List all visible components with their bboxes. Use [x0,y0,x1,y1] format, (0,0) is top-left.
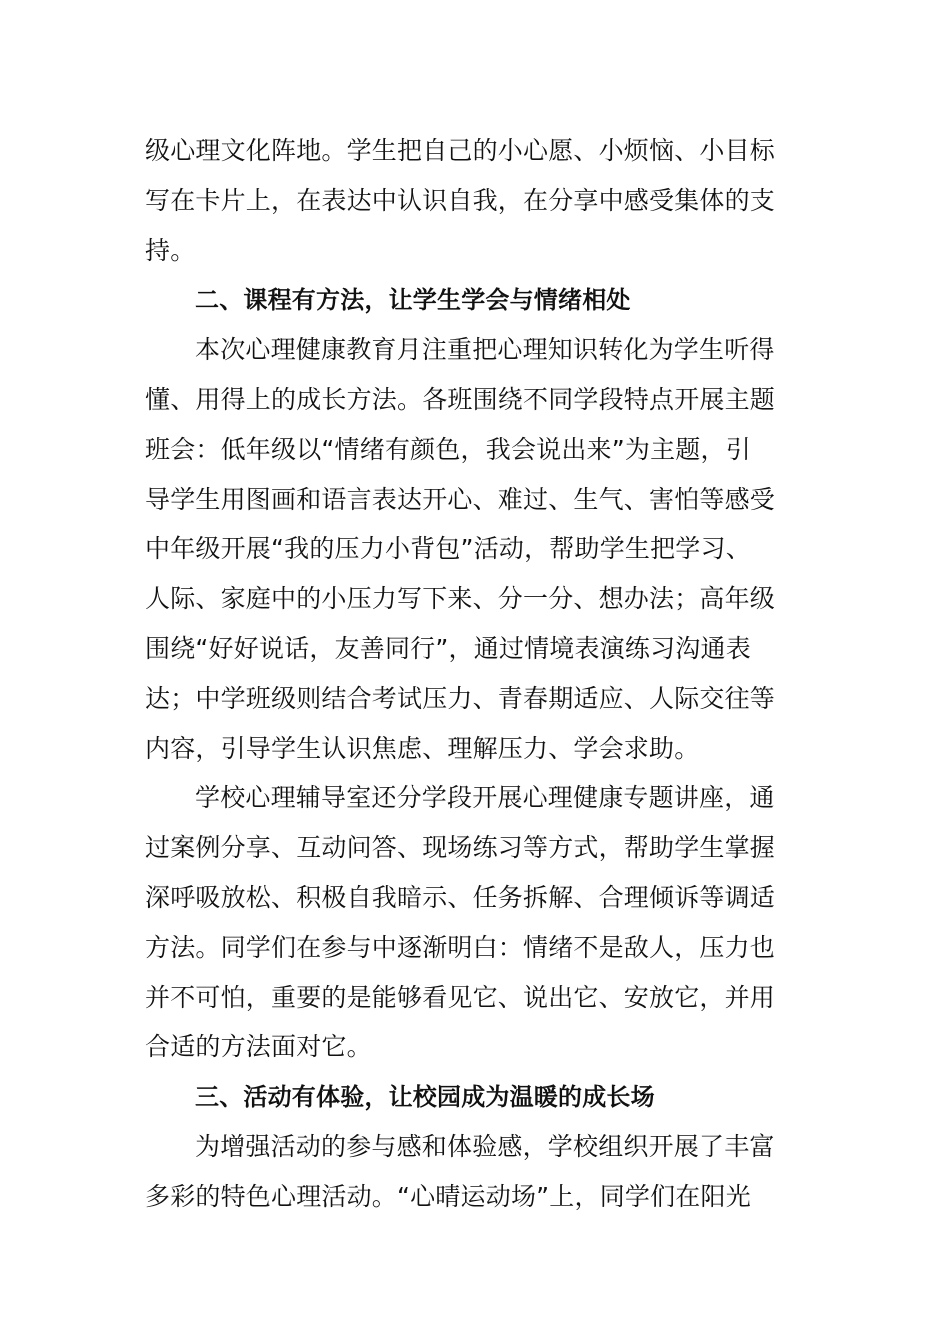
body-text-line: 合适的方法面对它。 [145,1032,372,1061]
body-text-line: 方法。同学们在参与中逐渐明白：情绪不是敌人，压力也 [145,933,776,962]
body-text-line: 学校心理辅导室还分学段开展心理健康专题讲座，通 [195,783,775,812]
body-text-line: 级心理文化阵地。学生把自己的小心愿、小烦恼、小目标 [145,136,776,165]
body-text-line: 懂、用得上的成长方法。各班围绕不同学段特点开展主题 [145,385,776,414]
section-heading-3: 三、活动有体验，让校园成为温暖的成长场 [195,1083,655,1111]
body-text-line: 本次心理健康教育月注重把心理知识转化为学生听得 [195,335,775,364]
body-text-line: 内容，引导学生认识焦虑、理解压力、学会求助。 [145,734,700,763]
body-text-line: 为增强活动的参与感和体验感，学校组织开展了丰富 [195,1132,775,1161]
body-text-line: 过案例分享、互动问答、现场练习等方式，帮助学生掌握 [145,833,776,862]
body-text-line: 深呼吸放松、积极自我暗示、任务拆解、合理倾诉等调适 [145,883,776,912]
body-text-line: 中年级开展“我的压力小背包”活动，帮助学生把学习、 [145,534,751,563]
body-text-line: 导学生用图画和语言表达开心、难过、生气、害怕等感受 [145,485,776,514]
body-text-line: 多彩的特色心理活动。“心晴运动场”上，同学们在阳光 [145,1182,751,1211]
body-text-line: 班会：低年级以“情绪有颜色，我会说出来”为主题，引 [145,435,751,464]
body-text-line: 并不可怕，重要的是能够看见它、说出它、安放它，并用 [145,983,776,1012]
body-text-line: 达；中学班级则结合考试压力、青春期适应、人际交往等 [145,684,776,713]
body-text-line: 人际、家庭中的小压力写下来、分一分、想办法；高年级 [145,584,776,613]
body-text-line: 写在卡片上，在表达中认识自我，在分享中感受集体的支 [145,186,776,215]
body-text-line: 持。 [145,236,196,265]
section-heading-2: 二、课程有方法，让学生学会与情绪相处 [195,286,631,314]
body-text-line: 围绕“好好说话，友善同行”，通过情境表演练习沟通表 [145,634,751,663]
